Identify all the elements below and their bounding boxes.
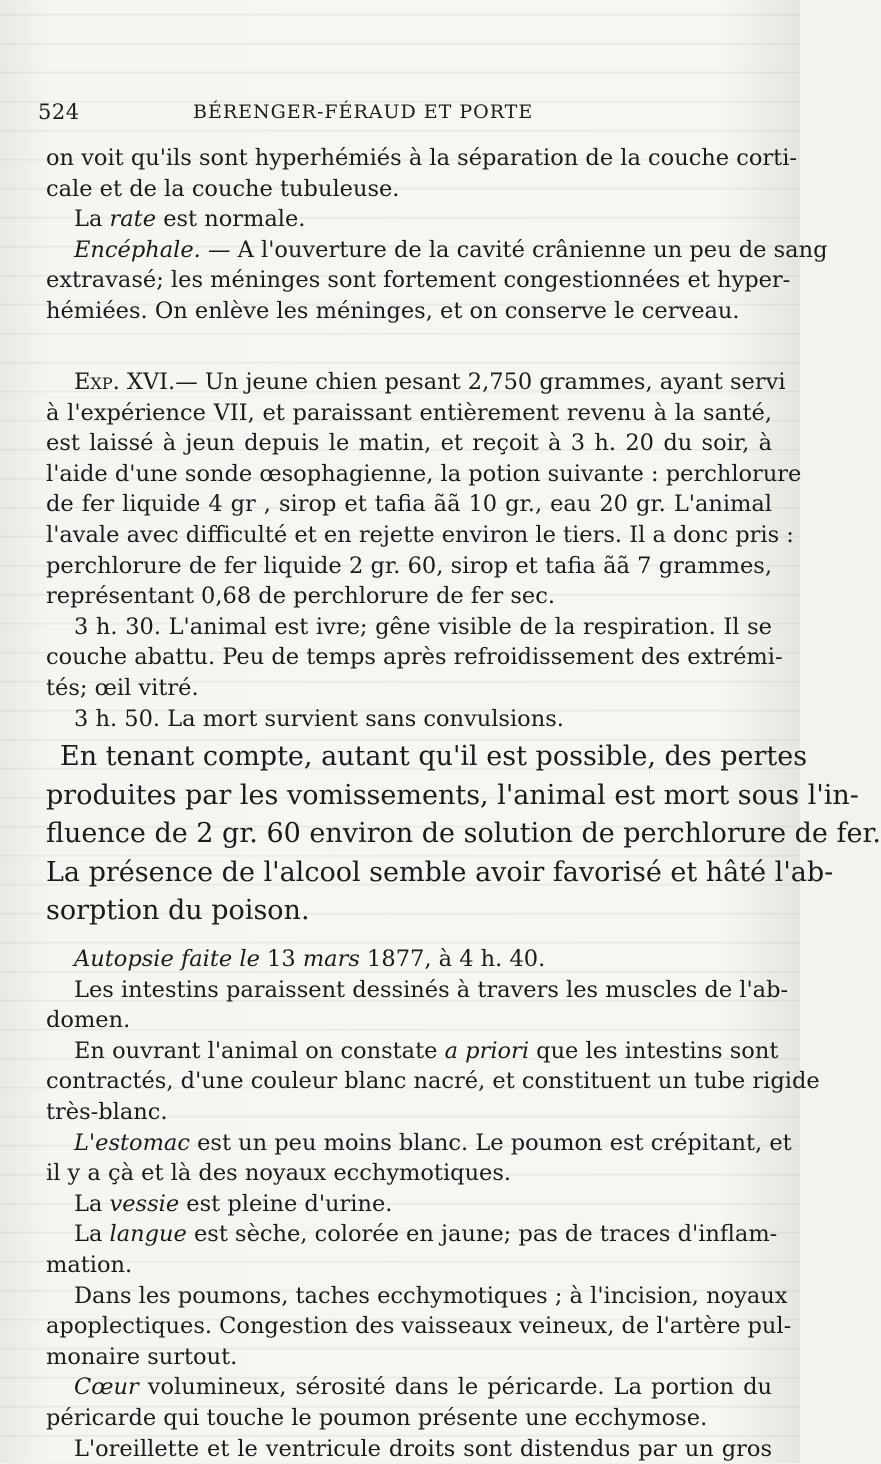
- text-line: contractés, d'une couleur blanc nacré, et constituent un tube rigide: [46, 1066, 772, 1097]
- text-line: Exp. XVI.— Un jeune chien pesant 2,750 grammes, ayant servi: [46, 367, 772, 398]
- text-line: de fer liquide 4 gr , sirop et tafia ãã 10 gr., eau 20 gr. L'animal: [46, 489, 772, 520]
- autopsy-section: [46, 944, 772, 1464]
- text-line: produites par les vomissements, l'animal est mort sous l'in-: [46, 777, 772, 816]
- text-line: perchlorure de fer liquide 2 gr. 60, sirop et tafia ãã 7 grammes,: [46, 551, 772, 582]
- text-line: Autopsie faite le 13 mars 1877, à 4 h. 40.: [46, 944, 772, 975]
- text-line: monaire surtout.: [46, 1342, 772, 1373]
- text-line: La présence de l'alcool semble avoir favorisé et hâté l'ab-: [46, 854, 772, 893]
- text-line: péricarde qui touche le poumon présente une ecchymose.: [46, 1403, 772, 1434]
- text-line: tés; œil vitré.: [46, 673, 772, 704]
- page-number: 524: [38, 100, 80, 124]
- text-line: En tenant compte, autant qu'il est possible, des pertes: [46, 738, 772, 777]
- text-line: Cœur volumineux, sérosité dans le péricarde. La portion du: [46, 1372, 772, 1403]
- text-line: est laissé à jeun depuis le matin, et reçoit à 3 h. 20 du soir, à: [46, 428, 772, 459]
- text-line: Dans les poumons, taches ecchymotiques ; à l'incision, noyaux: [46, 1281, 772, 1312]
- text-line: Encéphale. — A l'ouverture de la cavité crânienne un peu de sang: [46, 235, 772, 266]
- text-line: couche abattu. Peu de temps après refroidissement des extrémi-: [46, 642, 772, 673]
- text-line: En ouvrant l'animal on constate a priori que les intestins sont: [46, 1036, 772, 1067]
- text-line: à l'expérience VII, et paraissant entièrement revenu à la santé,: [46, 398, 772, 429]
- text-line: très-blanc.: [46, 1097, 772, 1128]
- text-line: l'avale avec difficulté et en rejette environ le tiers. Il a donc pris :: [46, 520, 772, 551]
- text-line: 3 h. 50. La mort survient sans convulsions.: [46, 704, 772, 735]
- text-line: La langue est sèche, colorée en jaune; pas de traces d'inflam-: [46, 1219, 772, 1250]
- running-head: BÉRENGER-FÉRAUD ET PORTE: [193, 101, 533, 123]
- text-line: La rate est normale.: [46, 204, 772, 235]
- page-header: [38, 100, 740, 134]
- autopsy-continuation: [46, 143, 772, 327]
- text-line: 3 h. 30. L'animal est ivre; gêne visible de la respiration. Il se: [46, 612, 772, 643]
- text-line: L'oreillette et le ventricule droits sont distendus par un gros: [46, 1434, 772, 1464]
- text-line: l'aide d'une sonde œsophagienne, la potion suivante : perchlorure: [46, 459, 772, 490]
- conclusion-paragraph: [46, 738, 772, 931]
- text-line: représentant 0,68 de perchlorure de fer sec.: [46, 581, 772, 612]
- text-line: Les intestins paraissent dessinés à travers les muscles de l'ab-: [46, 975, 772, 1006]
- text-line: L'estomac est un peu moins blanc. Le poumon est crépitant, et: [46, 1128, 772, 1159]
- experiment-xvi: [46, 367, 772, 734]
- text-line: apoplectiques. Congestion des vaisseaux veineux, de l'artère pul-: [46, 1311, 772, 1342]
- text-line: fluence de 2 gr. 60 environ de solution de perchlorure de fer.: [46, 815, 772, 854]
- text-line: sorption du poison.: [46, 892, 772, 931]
- text-line: il y a çà et là des noyaux ecchymotiques.: [46, 1158, 772, 1189]
- text-line: mation.: [46, 1250, 772, 1281]
- text-line: hémiées. On enlève les méninges, et on conserve le cerveau.: [46, 296, 772, 327]
- text-line: domen.: [46, 1005, 772, 1036]
- text-line: on voit qu'ils sont hyperhémiés à la séparation de la couche corti-: [46, 143, 772, 174]
- text-line: cale et de la couche tubuleuse.: [46, 174, 772, 205]
- text-line: extravasé; les méninges sont fortement congestionnées et hyper-: [46, 265, 772, 296]
- text-line: La vessie est pleine d'urine.: [46, 1189, 772, 1220]
